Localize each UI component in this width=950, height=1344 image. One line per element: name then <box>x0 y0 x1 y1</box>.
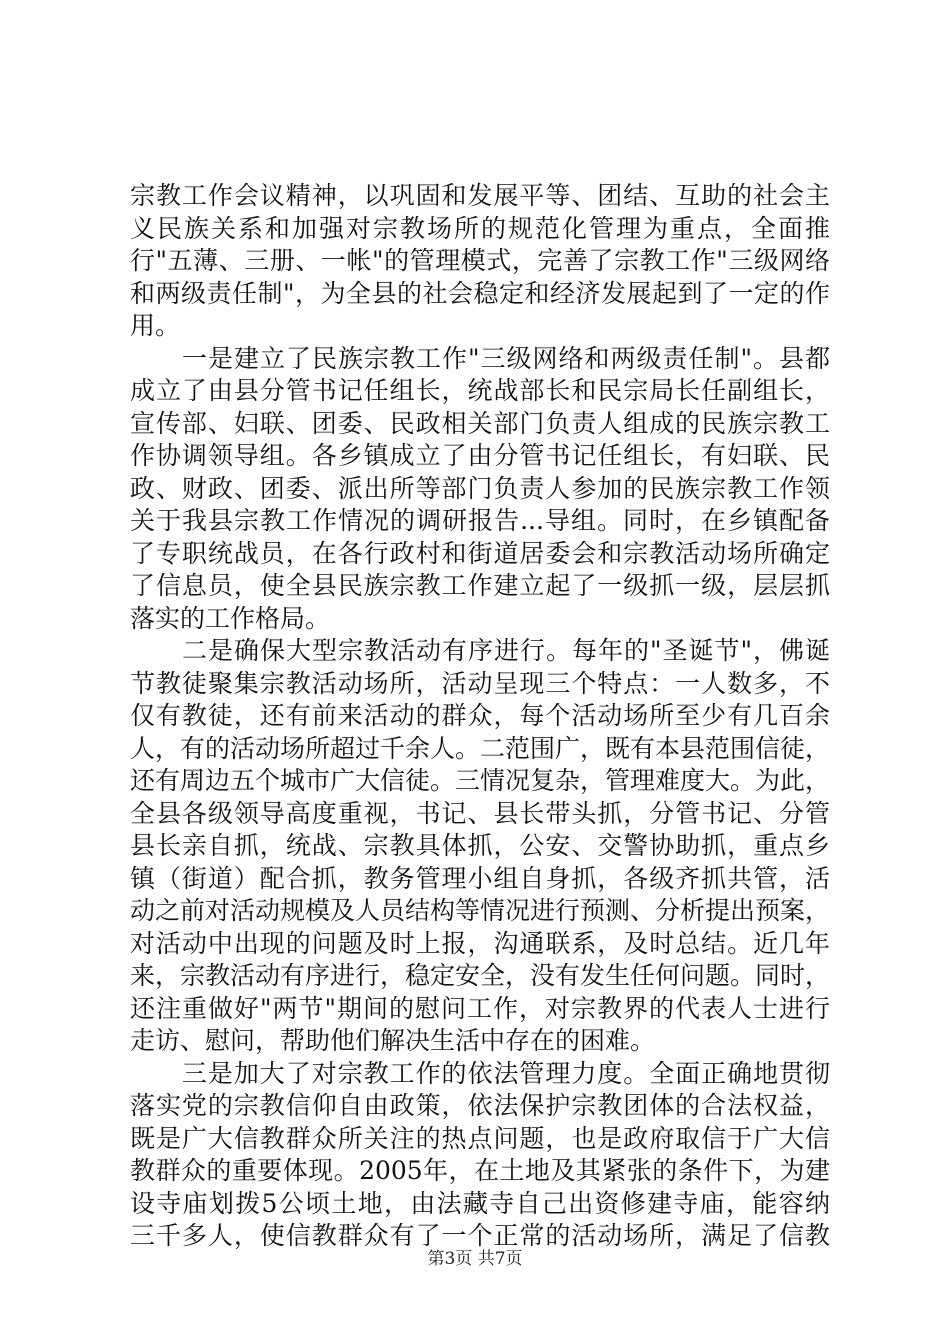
text-line: 全县各级领导高度重视，书记、县长带头抓，分管书记、分管 <box>130 798 830 828</box>
text-line: 宗教工作会议精神，以巩固和发展平等、团结、互助的社会主 <box>130 181 830 210</box>
text-line: 和两级责任制"，为全县的社会稳定和经济发展起到了一定的作 <box>130 278 830 308</box>
text-line: 三千多人，使信教群众有了一个正常的活动场所，满足了信教 <box>130 1221 830 1250</box>
text-line: 还注重做好"两节"期间的慰问工作，对宗教界的代表人士进行 <box>130 993 830 1023</box>
text-line: 教群众的重要体现。2005年，在土地及其紧张的条件下，为建 <box>130 1156 830 1185</box>
text-line: 来，宗教活动有序进行，稳定安全，没有发生任何问题。同时， <box>130 961 830 990</box>
text-line: 节教徒聚集宗教活动场所，活动呈现三个特点：一人数多，不 <box>130 668 830 698</box>
text-line: 用。 <box>130 311 181 340</box>
text-line: 行"五薄、三册、一帐"的管理模式，完善了宗教工作"三级网络 <box>130 246 830 275</box>
text-line: 对活动中出现的问题及时上报，沟通联系，及时总结。近几年 <box>130 928 830 958</box>
text-line: 落实党的宗教信仰自由政策，依法保护宗教团体的合法权益， <box>130 1091 830 1120</box>
text-line: 三是加大了对宗教工作的依法管理力度。全面正确地贯彻 <box>130 1058 830 1088</box>
text-line: 走访、慰问，帮助他们解决生活中存在的困难。 <box>130 1026 656 1055</box>
text-line: 动之前对活动规模及人员结构等情况进行预测、分析提出预案， <box>130 896 830 925</box>
text-line: 落实的工作格局。 <box>130 603 331 633</box>
text-line: 仅有教徒，还有前来活动的群众，每个活动场所至少有几百余 <box>130 701 830 730</box>
text-line: 关于我县宗教工作情况的调研报告...导组。同时，在乡镇配备 <box>130 506 830 535</box>
text-line: 了专职统战员，在各行政村和街道居委会和宗教活动场所确定 <box>130 538 830 568</box>
text-line: 二是确保大型宗教活动有序进行。每年的"圣诞节"，佛诞 <box>130 636 830 665</box>
text-line: 设寺庙划拨5公顷土地，由法藏寺自己出资修建寺庙，能容纳 <box>130 1188 830 1218</box>
text-line: 一是建立了民族宗教工作"三级网络和两级责任制"。县都 <box>130 343 830 373</box>
text-line: 还有周边五个城市广大信徒。三情况复杂，管理难度大。为此， <box>130 766 830 795</box>
page-footer <box>0 1244 950 1269</box>
text-line: 了信息员，使全县民族宗教工作建立起了一级抓一级，层层抓 <box>130 571 830 600</box>
text-line: 宣传部、妇联、团委、民政相关部门负责人组成的民族宗教工 <box>130 408 830 438</box>
text-line: 成立了由县分管书记任组长，统战部长和民宗局长任副组长， <box>130 376 830 405</box>
text-line: 镇（街道）配合抓，教务管理小组自身抓，各级齐抓共管，活 <box>130 863 830 893</box>
text-line: 政、财政、团委、派出所等部门负责人参加的民族宗教工作领 <box>130 473 830 503</box>
page-number-label: 第3页 共7页 <box>427 1249 523 1269</box>
text-line: 作协调领导组。各乡镇成立了由分管书记任组长，有妇联、民 <box>130 441 830 470</box>
text-line: 既是广大信教群众所关注的热点问题，也是政府取信于广大信 <box>130 1123 830 1153</box>
text-line: 人，有的活动场所超过千余人。二范围广，既有本县范围信徒， <box>130 733 830 763</box>
document-body <box>130 180 830 1253</box>
text-line: 义民族关系和加强对宗教场所的规范化管理为重点，全面推 <box>130 213 830 243</box>
text-line: 县长亲自抓，统战、宗教具体抓，公安、交警协助抓，重点乡 <box>130 831 830 860</box>
